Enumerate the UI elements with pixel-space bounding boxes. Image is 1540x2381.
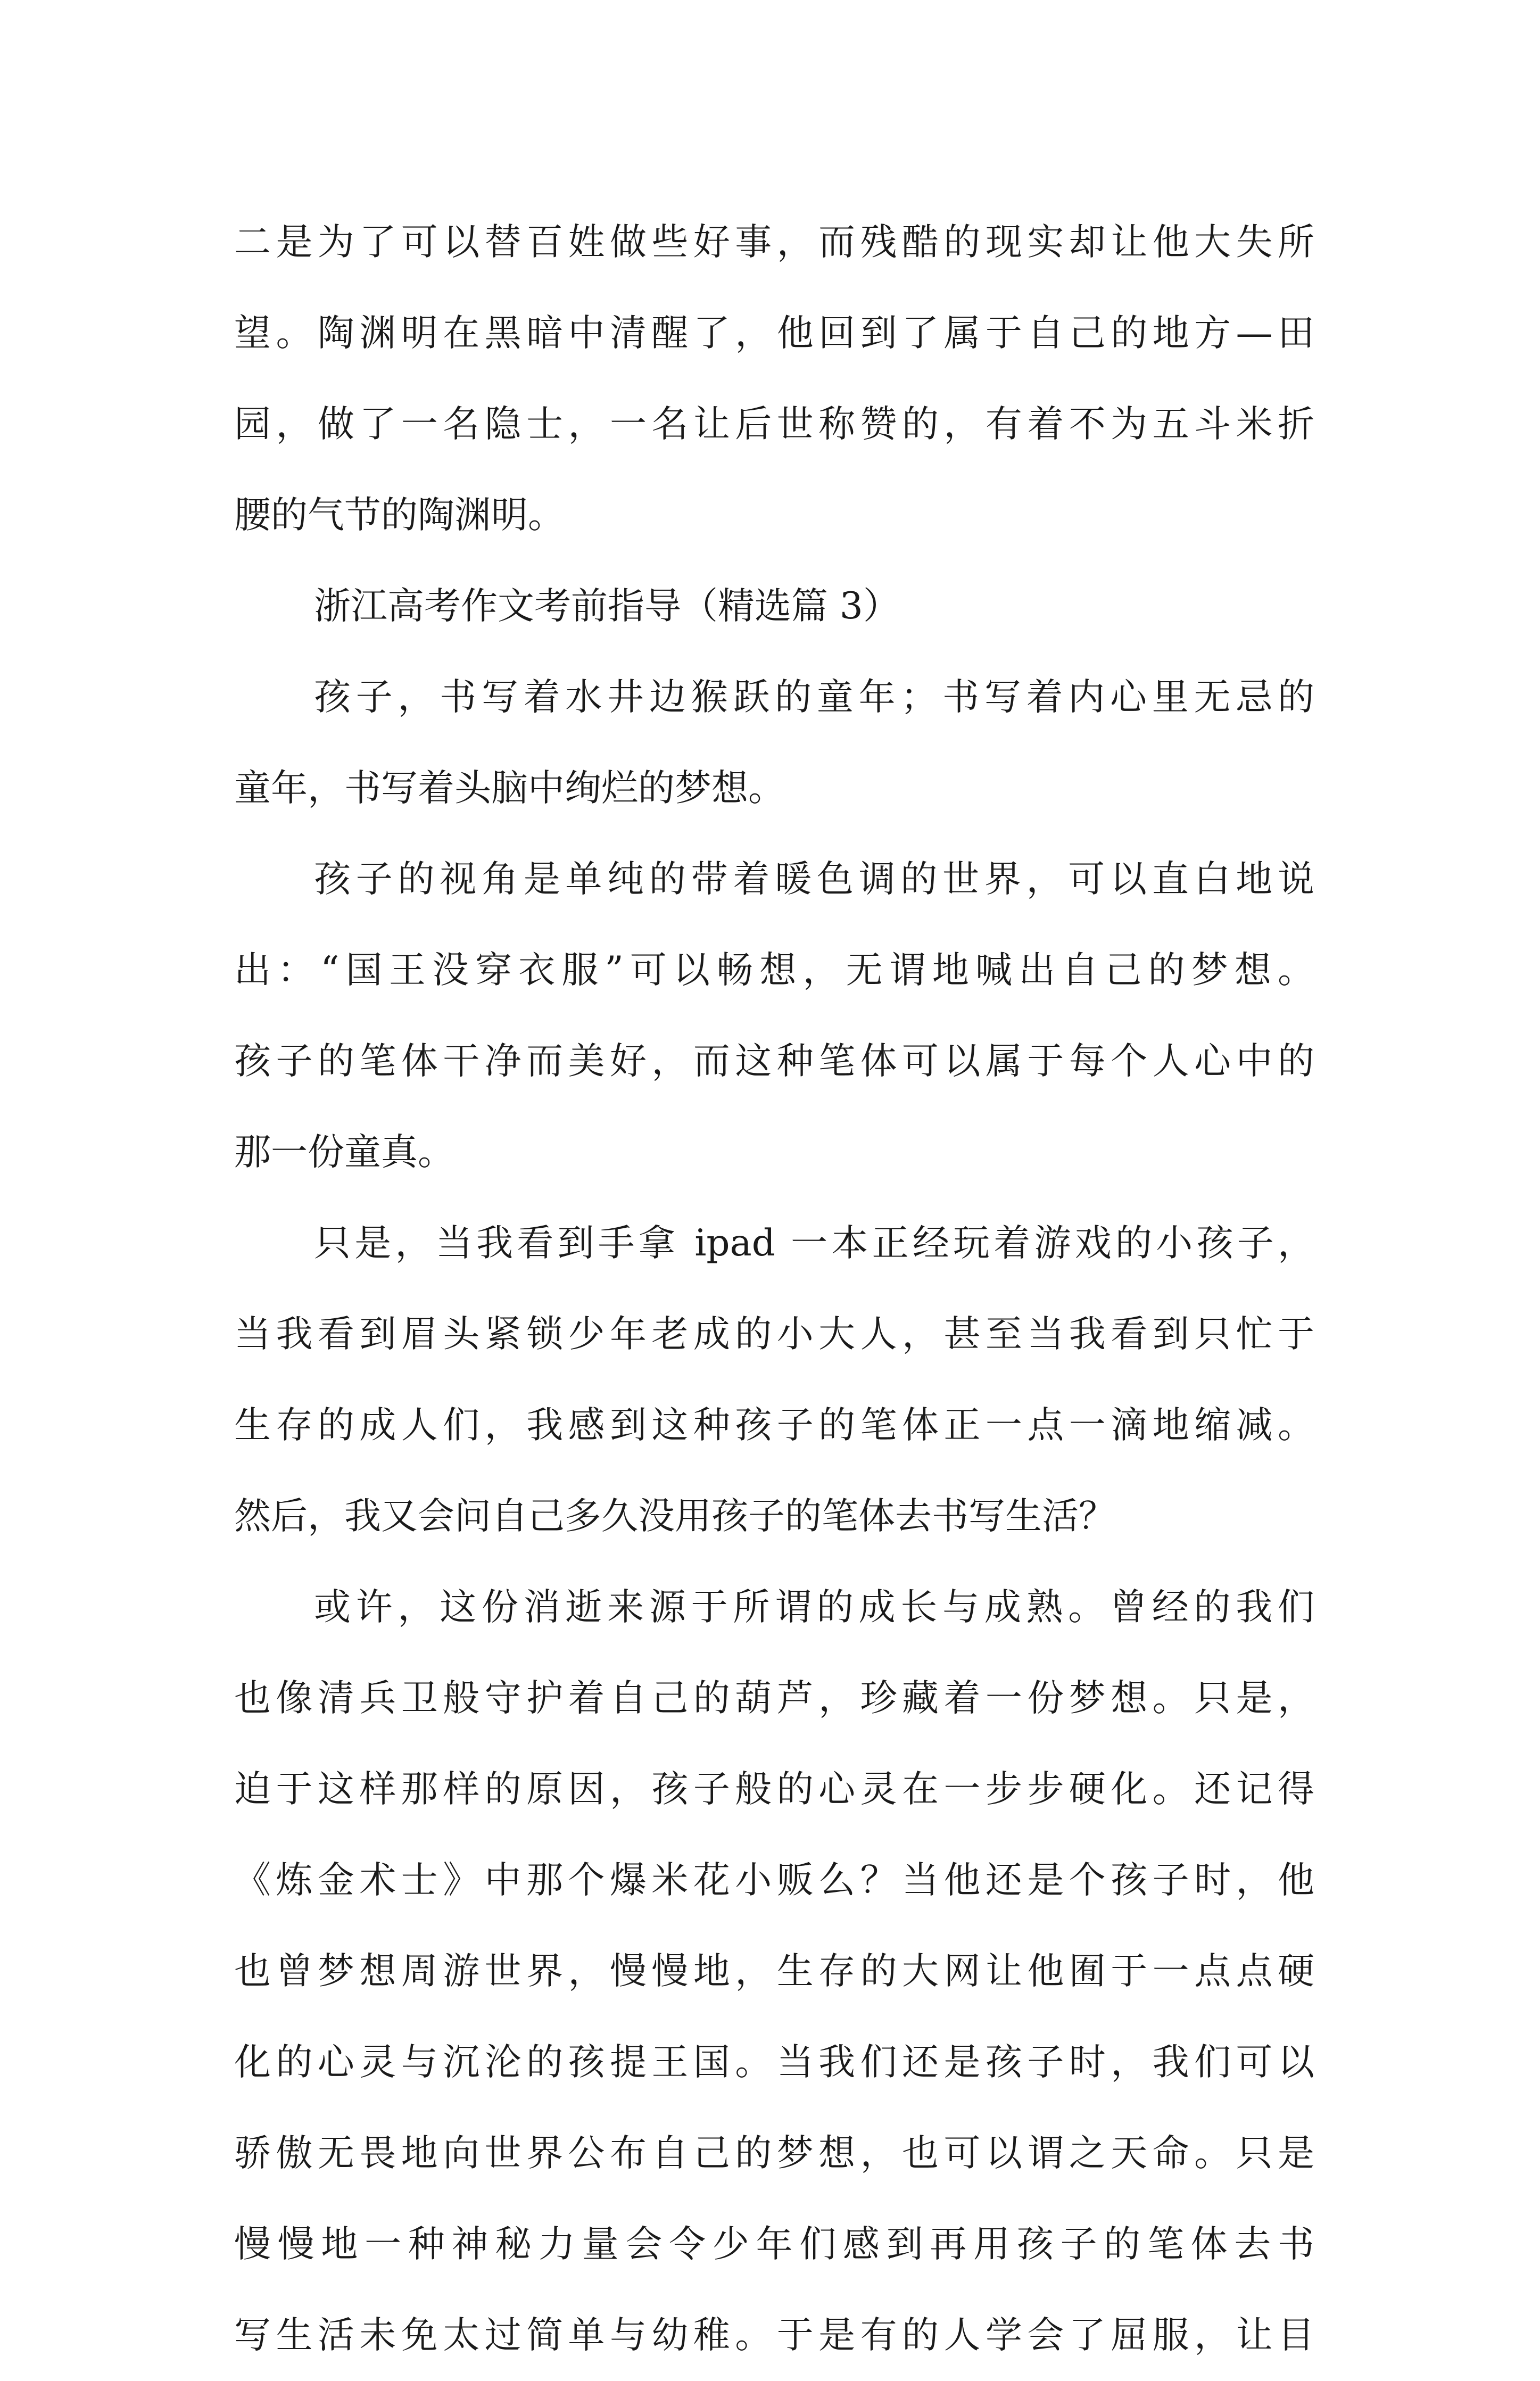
text-line: 生存的成人们，我感到这种孩子的笔体正一点一滴地缩减。 (234, 1404, 1314, 1446)
text-line: 迫于这样那样的原因，孩子般的心灵在一步步硬化。还记得 (234, 1768, 1314, 1810)
text-line: 望。陶渊明在黑暗中清醒了，他回到了属于自己的地方—田 (234, 312, 1314, 354)
text-line: 慢慢地一种神秘力量会令少年们感到再用孩子的笔体去书 (234, 2223, 1314, 2266)
text-line: 化的心灵与沉沦的孩提王国。当我们还是孩子时，我们可以 (234, 2041, 1314, 2084)
text-line: 那一份童真。 (234, 1131, 454, 1173)
text-line: 孩子的视角是单纯的带着暖色调的世界，可以直白地说 (314, 858, 1314, 900)
text-line: 园，做了一名隐士，一名让后世称赞的，有着不为五斗米折 (234, 403, 1314, 445)
text-line: 孩子的笔体干净而美好，而这种笔体可以属于每个人心中的 (234, 1040, 1314, 1082)
text-line: 骄傲无畏地向世界公布自己的梦想，也可以谓之天命。只是 (234, 2132, 1314, 2175)
text-line: 童年，书写着头脑中绚烂的梦想。 (234, 767, 785, 809)
text-line: 或许，这份消逝来源于所谓的成长与成熟。曾经的我们 (314, 1586, 1314, 1628)
text-line: 也像清兵卫般守护着自己的葫芦，珍藏着一份梦想。只是， (234, 1677, 1314, 1719)
body-text (234, 197, 1314, 2381)
text-line: 浙江高考作文考前指导（精选篇 3） (314, 585, 900, 627)
text-line: 当我看到眉头紧锁少年老成的小大人，甚至当我看到只忙于 (234, 1313, 1314, 1355)
text-line: 只是，当我看到手拿 ipad 一本正经玩着游戏的小孩子， (314, 1222, 1314, 1264)
text-line: 腰的气节的陶渊明。 (234, 494, 565, 536)
text-line: 出：“国王没穿衣服”可以畅想，无谓地喊出自己的梦想。 (234, 949, 1314, 991)
text-line: 《炼金术士》中那个爆米花小贩么？当他还是个孩子时，他 (234, 1859, 1314, 1902)
text-line: 然后，我又会问自己多久没用孩子的笔体去书写生活？ (234, 1495, 1115, 1537)
text-line: 写生活未免太过简单与幼稚。于是有的人学会了屈服，让目 (234, 2314, 1314, 2357)
text-line: 二是为了可以替百姓做些好事，而残酷的现实却让他大失所 (234, 221, 1314, 263)
text-line: 孩子，书写着水井边猴跃的童年；书写着内心里无忌的 (314, 676, 1314, 718)
text-line: 也曾梦想周游世界，慢慢地，生存的大网让他囿于一点点硬 (234, 1950, 1314, 1993)
